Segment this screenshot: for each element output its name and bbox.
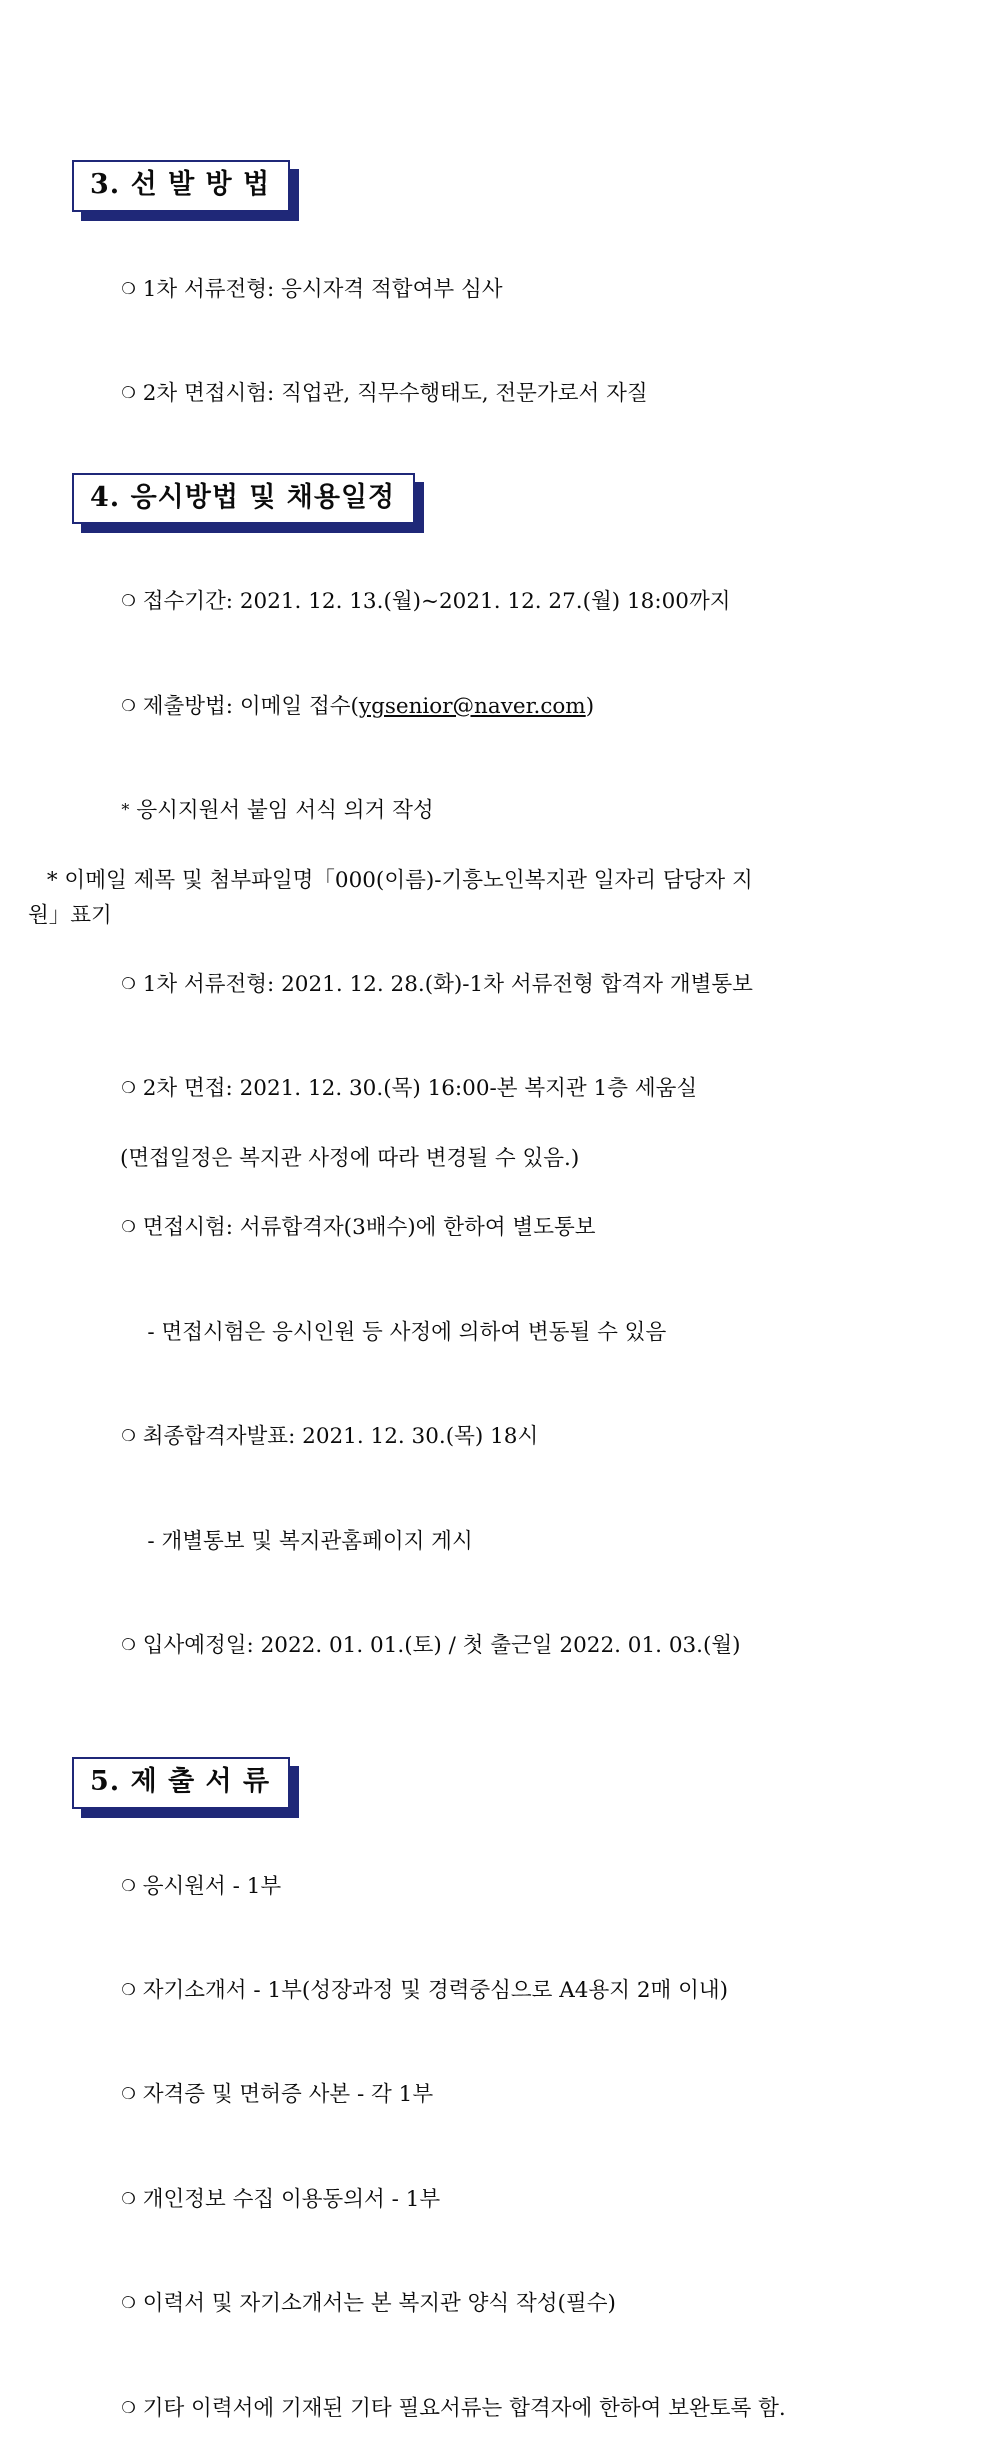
list-item-text: 2차 면접시험: 직업관, 직무수행태도, 전문가로서 자질: [142, 381, 648, 407]
dash-icon: -: [147, 1319, 155, 1345]
list-item-text: 2차 면접: 2021. 12. 30.(목) 16:00-본 복지관 1층 세움실: [142, 1076, 698, 1102]
list-item-text: 면접시험: 서류합격자(3배수)에 한하여 별도통보: [142, 1215, 596, 1241]
bullet-icon: ❍: [121, 1980, 136, 1999]
list-item-text-before: 제출방법: 이메일 접수(: [142, 693, 359, 719]
list-item: [0, 550, 992, 654]
list-item-text: 이력서 및 자기소개서는 본 복지관 양식 작성(필수): [142, 2291, 616, 2317]
list-item: [0, 238, 992, 342]
list-item-text: 응시원서 - 1부: [142, 1873, 282, 1899]
list-item: [0, 1385, 992, 1489]
bullet-icon: ❍: [121, 1635, 136, 1655]
heading-text-5: 5. 제 출 서 류: [72, 1757, 290, 1809]
list-item-text: 최종합격자발표: 2021. 12. 30.(목) 18시: [142, 1424, 539, 1450]
list-item: [0, 1835, 992, 1939]
note-item-wrapped: [0, 864, 992, 899]
list-item-text: 자격증 및 면허증 사본 - 각 1부: [142, 2082, 434, 2108]
bullet-icon: ❍: [121, 2397, 136, 2417]
sub-note-text: 개별통보 및 복지관홈페이지 게시: [161, 1528, 473, 1554]
bullet-icon: ❍: [121, 1217, 136, 1237]
sub-note: [0, 1281, 992, 1385]
list-item-text: 기타 이력서에 기재된 기타 필요서류는 합격자에 한하여 보완토록 함.: [142, 2395, 786, 2421]
sub-note: [0, 1490, 992, 1594]
heading-text-4: 4. 응시방법 및 채용일정: [72, 473, 415, 525]
section-heading-4: [72, 473, 415, 525]
list-item-text: 1차 서류전형: 응시자격 적합여부 심사: [142, 276, 503, 302]
list-item: [0, 1594, 992, 1698]
list-item: [0, 2253, 992, 2357]
list-item-text: 개인정보 수집 이용동의서 - 1부: [142, 2186, 441, 2212]
note-text-wrap-tail: 원」표기: [28, 902, 112, 928]
bullet-icon: ❍: [121, 591, 136, 611]
sub-note-text: 면접시험은 응시인원 등 사정에 의하여 변동될 수 있음: [161, 1319, 667, 1345]
bullet-icon: ❍: [121, 695, 136, 715]
heading-text-3: 3. 선 발 방 법: [72, 160, 290, 212]
list-item-email: [0, 655, 992, 759]
note-item: [0, 759, 992, 863]
bullet-icon: ❍: [121, 1426, 136, 1446]
bullet-icon: ❍: [121, 973, 136, 993]
list-item-text: 입사예정일: 2022. 01. 01.(토) / 첫 출근일 2022. 01. 03.(월): [142, 1633, 741, 1659]
list-item: [0, 933, 992, 1037]
list-item: [0, 2044, 992, 2148]
note-text: 응시지원서 붙임 서식 의거 작성: [136, 798, 434, 824]
list-item-text: 접수기간: 2021. 12. 13.(월)~2021. 12. 27.(월) 18:00까지: [142, 589, 731, 615]
top-margin: [0, 0, 992, 160]
list-item: [0, 2148, 992, 2252]
bullet-icon: ❍: [121, 278, 136, 298]
list-item: [0, 2357, 992, 2461]
email-link[interactable]: ygsenior@naver.com: [358, 693, 586, 719]
bullet-icon: ❍: [121, 2084, 136, 2104]
bullet-icon: ❍: [121, 2293, 136, 2313]
list-item: [0, 342, 992, 446]
note-text-wrapped: * 이메일 제목 및 첨부파일명「000(이름)-기흥노인복지관 일자리 담당자 지: [40, 867, 753, 893]
list-item: [0, 1177, 992, 1281]
list-item-text: 1차 서류전형: 2021. 12. 28.(화)-1차 서류전형 합격자 개별통보: [142, 971, 753, 997]
section-heading-3: [72, 160, 290, 212]
bullet-icon: ❍: [121, 1078, 136, 1098]
list-item-text: 자기소개서 - 1부(성장과정 및 경력중심으로 A4용지 2매 이내): [142, 1978, 729, 2003]
list-item: [0, 1939, 992, 2043]
list-item-text-after: ): [585, 693, 595, 719]
bullet-icon: ❍: [121, 2188, 136, 2208]
bullet-icon: ❍: [121, 1875, 136, 1895]
list-item: [0, 1037, 992, 1141]
asterisk-icon: *: [121, 800, 130, 820]
bullet-icon: ❍: [121, 383, 136, 403]
section-heading-5: [72, 1757, 290, 1809]
sub-note: (면접일정은 복지관 사정에 따라 변경될 수 있음.): [120, 1145, 580, 1171]
dash-icon: -: [147, 1528, 155, 1554]
